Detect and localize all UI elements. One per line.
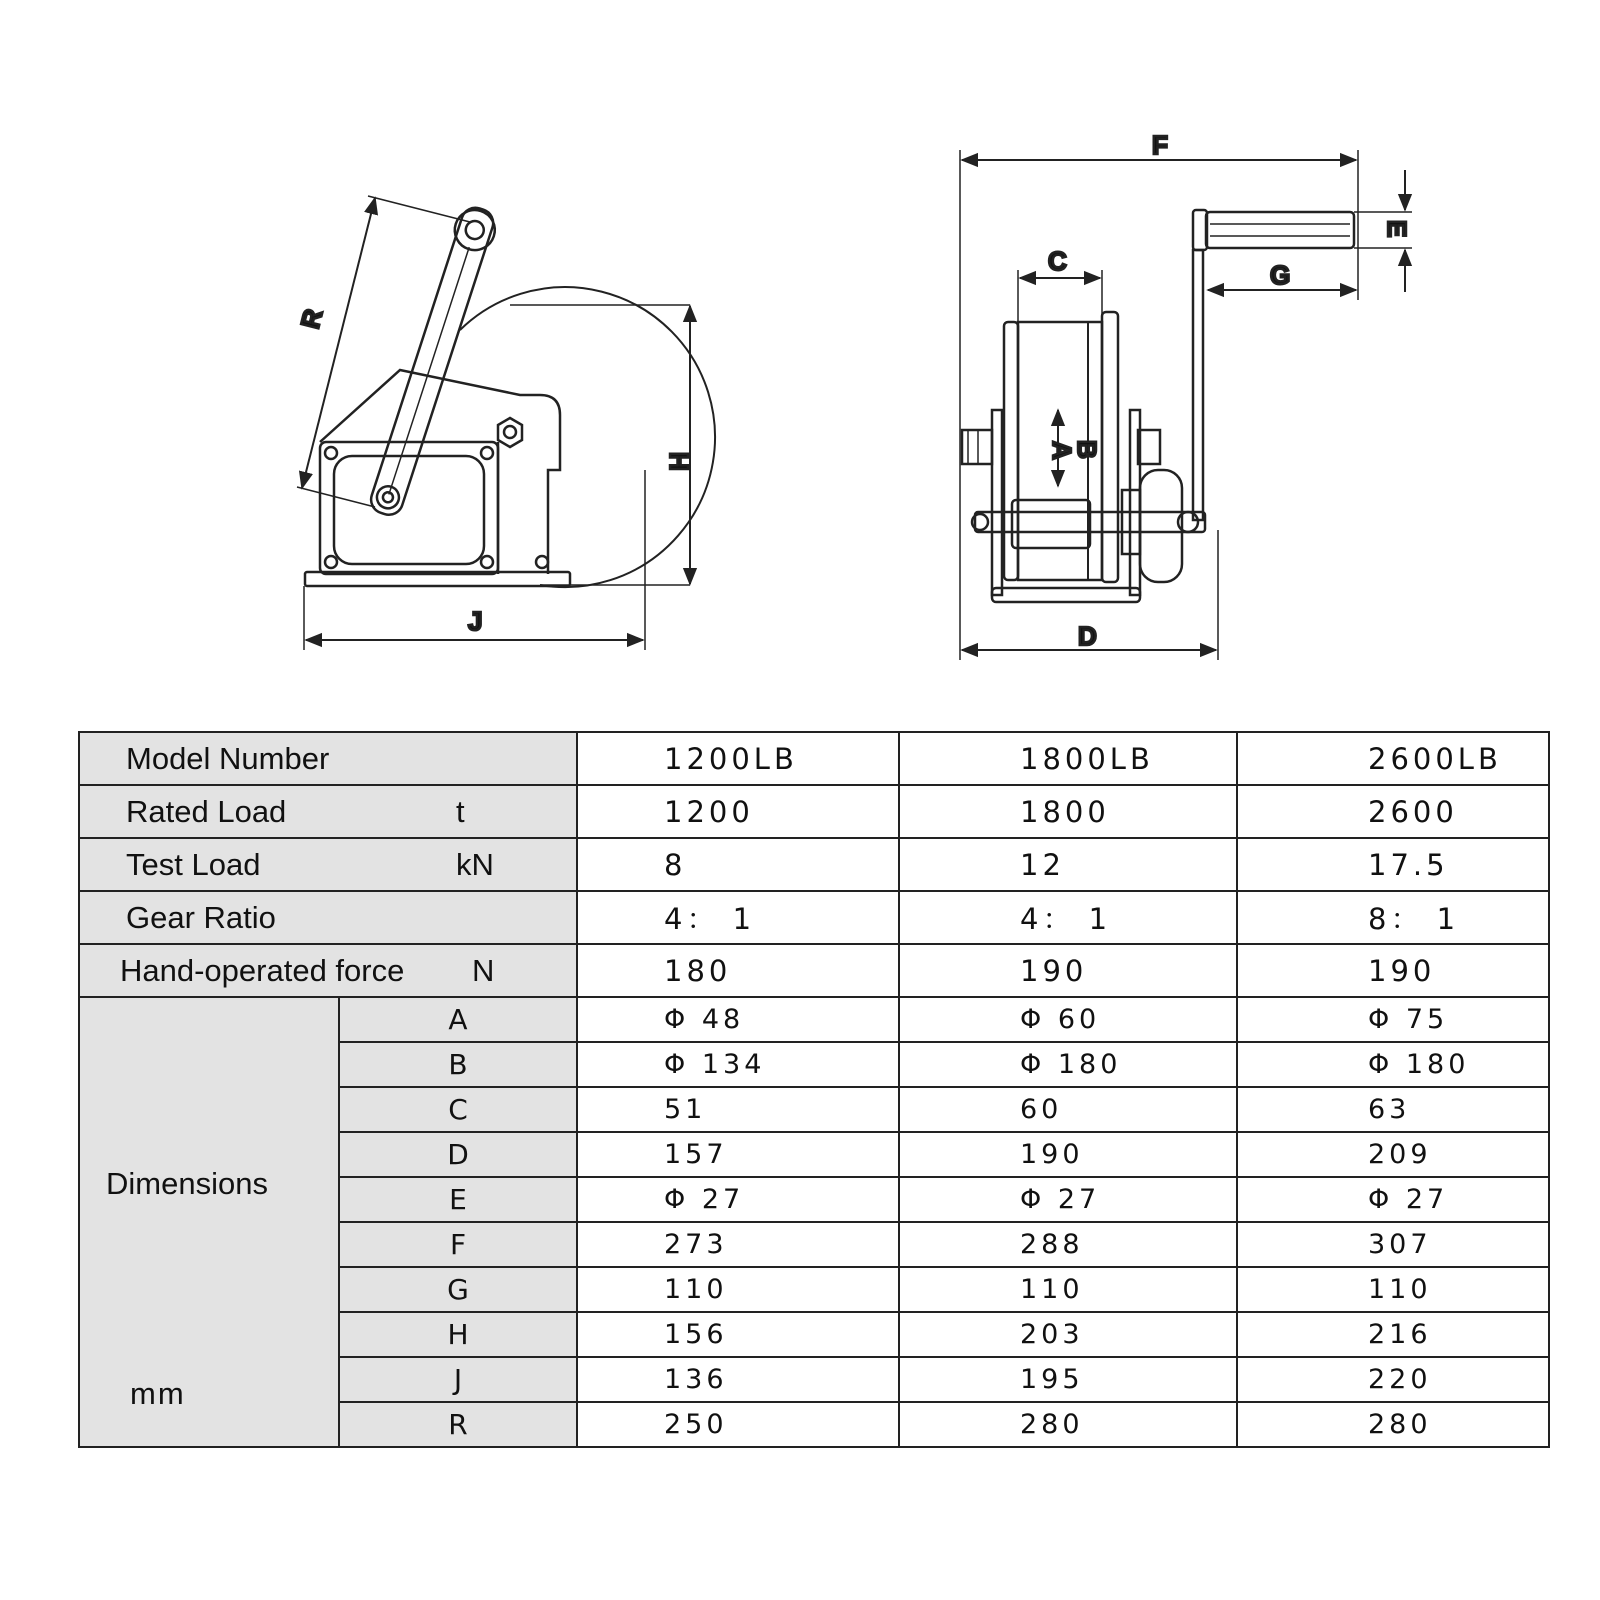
value-cell: 280 bbox=[1237, 1402, 1549, 1447]
value-cell: 8 bbox=[577, 838, 899, 891]
value-cell: 195 bbox=[899, 1357, 1237, 1402]
row-unit: N bbox=[472, 952, 495, 988]
model-cell: 2600LB bbox=[1237, 732, 1549, 785]
value-cell: Φ 75 bbox=[1237, 997, 1549, 1042]
value-cell: 8： 1 bbox=[1237, 891, 1549, 944]
table-header-row bbox=[79, 732, 1549, 785]
value-cell: Φ 180 bbox=[1237, 1042, 1549, 1087]
row-label-cell bbox=[79, 838, 577, 891]
value-cell: Φ 27 bbox=[577, 1177, 899, 1222]
value-cell: 136 bbox=[577, 1357, 899, 1402]
model-number-label: Model Number bbox=[126, 740, 330, 776]
value-cell: 216 bbox=[1237, 1312, 1549, 1357]
value-cell: 51 bbox=[577, 1087, 899, 1132]
value-cell: Φ 180 bbox=[899, 1042, 1237, 1087]
label-h: H bbox=[664, 452, 694, 471]
dimension-key: H bbox=[339, 1312, 577, 1357]
dimension-row bbox=[79, 997, 1549, 1042]
dimension-key: F bbox=[339, 1222, 577, 1267]
value-cell: 157 bbox=[577, 1132, 899, 1177]
label-f: F bbox=[1152, 130, 1168, 160]
spec-table bbox=[78, 731, 1550, 1448]
row-label: Test Load bbox=[126, 846, 261, 882]
label-b: B bbox=[1072, 440, 1102, 459]
value-cell: 110 bbox=[899, 1267, 1237, 1312]
value-cell: 1200 bbox=[577, 785, 899, 838]
row-unit: t bbox=[456, 793, 465, 829]
value-cell: Φ 60 bbox=[899, 997, 1237, 1042]
front-view bbox=[960, 130, 1412, 660]
value-cell: 203 bbox=[899, 1312, 1237, 1357]
row-label: Gear Ratio bbox=[126, 899, 276, 935]
row-label-cell bbox=[79, 944, 577, 997]
value-cell: 190 bbox=[899, 1132, 1237, 1177]
dimension-key: R bbox=[339, 1402, 577, 1447]
label-e: E bbox=[1382, 220, 1412, 238]
value-cell: Φ 27 bbox=[1237, 1177, 1549, 1222]
dimensions-label-cell bbox=[79, 997, 339, 1447]
value-cell: 110 bbox=[577, 1267, 899, 1312]
test-load-row bbox=[79, 838, 1549, 891]
dimensions-unit: mm bbox=[130, 1376, 186, 1411]
dimension-key: E bbox=[339, 1177, 577, 1222]
value-cell: 2600 bbox=[1237, 785, 1549, 838]
winch-technical-drawing bbox=[0, 0, 1600, 700]
value-cell: Φ 134 bbox=[577, 1042, 899, 1087]
value-cell: 288 bbox=[899, 1222, 1237, 1267]
value-cell: 110 bbox=[1237, 1267, 1549, 1312]
value-cell: Φ 48 bbox=[577, 997, 899, 1042]
value-cell: 156 bbox=[577, 1312, 899, 1357]
value-cell: 17.5 bbox=[1237, 838, 1549, 891]
dimension-key: C bbox=[339, 1087, 577, 1132]
dimension-key: B bbox=[339, 1042, 577, 1087]
row-label-cell bbox=[79, 891, 577, 944]
value-cell: 307 bbox=[1237, 1222, 1549, 1267]
rated-load-row bbox=[79, 785, 1549, 838]
hand-force-row bbox=[79, 944, 1549, 997]
value-cell: 273 bbox=[577, 1222, 899, 1267]
value-cell: 180 bbox=[577, 944, 899, 997]
model-cell: 1800LB bbox=[899, 732, 1237, 785]
label-a: A bbox=[1047, 441, 1077, 460]
value-cell: Φ 27 bbox=[899, 1177, 1237, 1222]
value-cell: 250 bbox=[577, 1402, 899, 1447]
dimension-key: A bbox=[339, 997, 577, 1042]
label-r: R bbox=[294, 305, 329, 332]
side-view bbox=[295, 196, 715, 650]
row-label-cell bbox=[79, 785, 577, 838]
value-cell: 12 bbox=[899, 838, 1237, 891]
value-cell: 63 bbox=[1237, 1087, 1549, 1132]
value-cell: 1800 bbox=[899, 785, 1237, 838]
value-cell: 4： 1 bbox=[899, 891, 1237, 944]
gear-ratio-row bbox=[79, 891, 1549, 944]
value-cell: 60 bbox=[899, 1087, 1237, 1132]
dimensions-label: Dimensions bbox=[106, 1166, 268, 1201]
label-g: G bbox=[1270, 260, 1291, 290]
model-number-label-cell bbox=[79, 732, 577, 785]
value-cell: 209 bbox=[1237, 1132, 1549, 1177]
row-label: Hand-operated force bbox=[120, 952, 405, 988]
dimension-key: J bbox=[339, 1357, 577, 1402]
row-unit: kN bbox=[456, 846, 494, 882]
value-cell: 280 bbox=[899, 1402, 1237, 1447]
value-cell: 190 bbox=[1237, 944, 1549, 997]
label-j: J bbox=[468, 606, 483, 636]
label-c: C bbox=[1048, 246, 1067, 276]
dimension-key: D bbox=[339, 1132, 577, 1177]
value-cell: 4： 1 bbox=[577, 891, 899, 944]
label-d: D bbox=[1078, 621, 1097, 651]
row-label: Rated Load bbox=[126, 793, 287, 829]
value-cell: 190 bbox=[899, 944, 1237, 997]
model-cell: 1200LB bbox=[577, 732, 899, 785]
value-cell: 220 bbox=[1237, 1357, 1549, 1402]
dimension-key: G bbox=[339, 1267, 577, 1312]
